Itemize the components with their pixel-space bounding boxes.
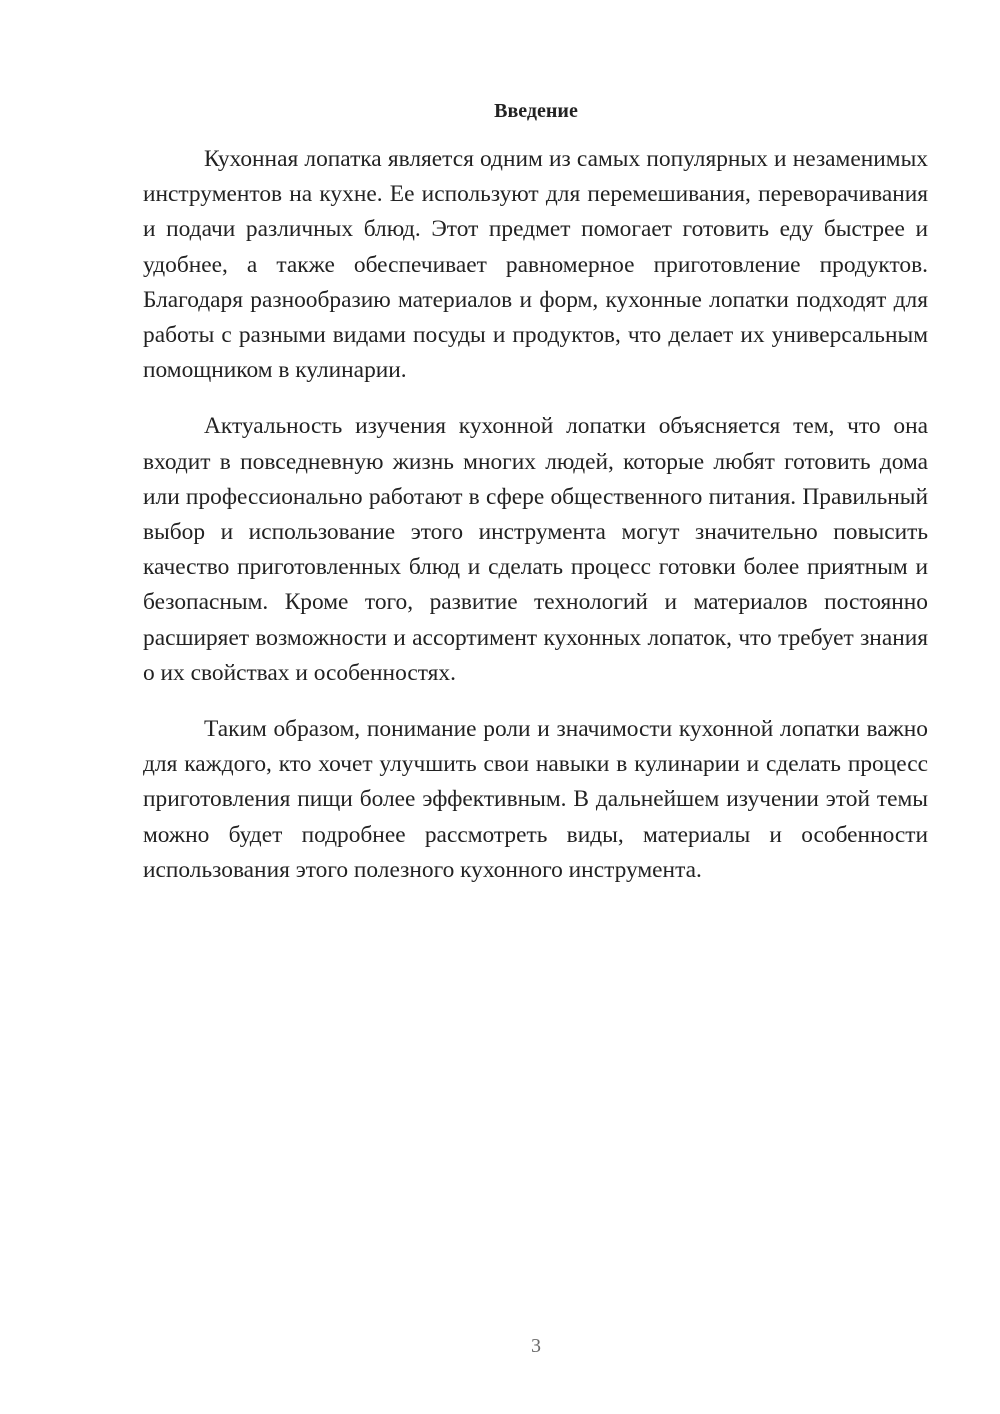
page-number: 3 [531,1335,541,1357]
page-title: Введение [494,100,578,122]
body-text [143,142,928,888]
paragraph-2: Актуальность изучения кухонной лопатки объясняется тем, что она входит в повседневную жизнь многих людей, которые любят готовить дома или профессионально работают в сфере общественного питания. Правильный выбор и использование этого инструмента могут значительно повысить качество приготовленных блюд и сделать процесс готовки более приятным и безопасным. Кроме того, развитие технологий и материалов постоянно расширяет возможности и ассортимент кухонных лопаток, что требует знания о их свойствах и особенностях. [143,413,928,686]
paragraph-3: Таким образом, понимание роли и значимости кухонной лопатки важно для каждого, кто хочет улучшить свои навыки в кулинарии и сделать процесс приготовления пищи более эффективным. В дальнейшем изучении этой темы можно будет подробнее рассмотреть виды, материалы и особенности использования этого полезного кухонного инструмента. [143,716,928,883]
paragraph-1: Кухонная лопатка является одним из самых популярных и незаменимых инструментов на кухне. Ее используют для перемешивания, переворачивания и подачи различных блюд. Этот предмет помогает готовить еду быстрее и удобнее, а также обеспечивает равномерное приготовление продуктов. Благодаря разнообразию материалов и форм, кухонные лопатки подходят для работы с разными видами посуды и продуктов, что делает их универсальным помощником в кулинарии. [143,146,928,384]
